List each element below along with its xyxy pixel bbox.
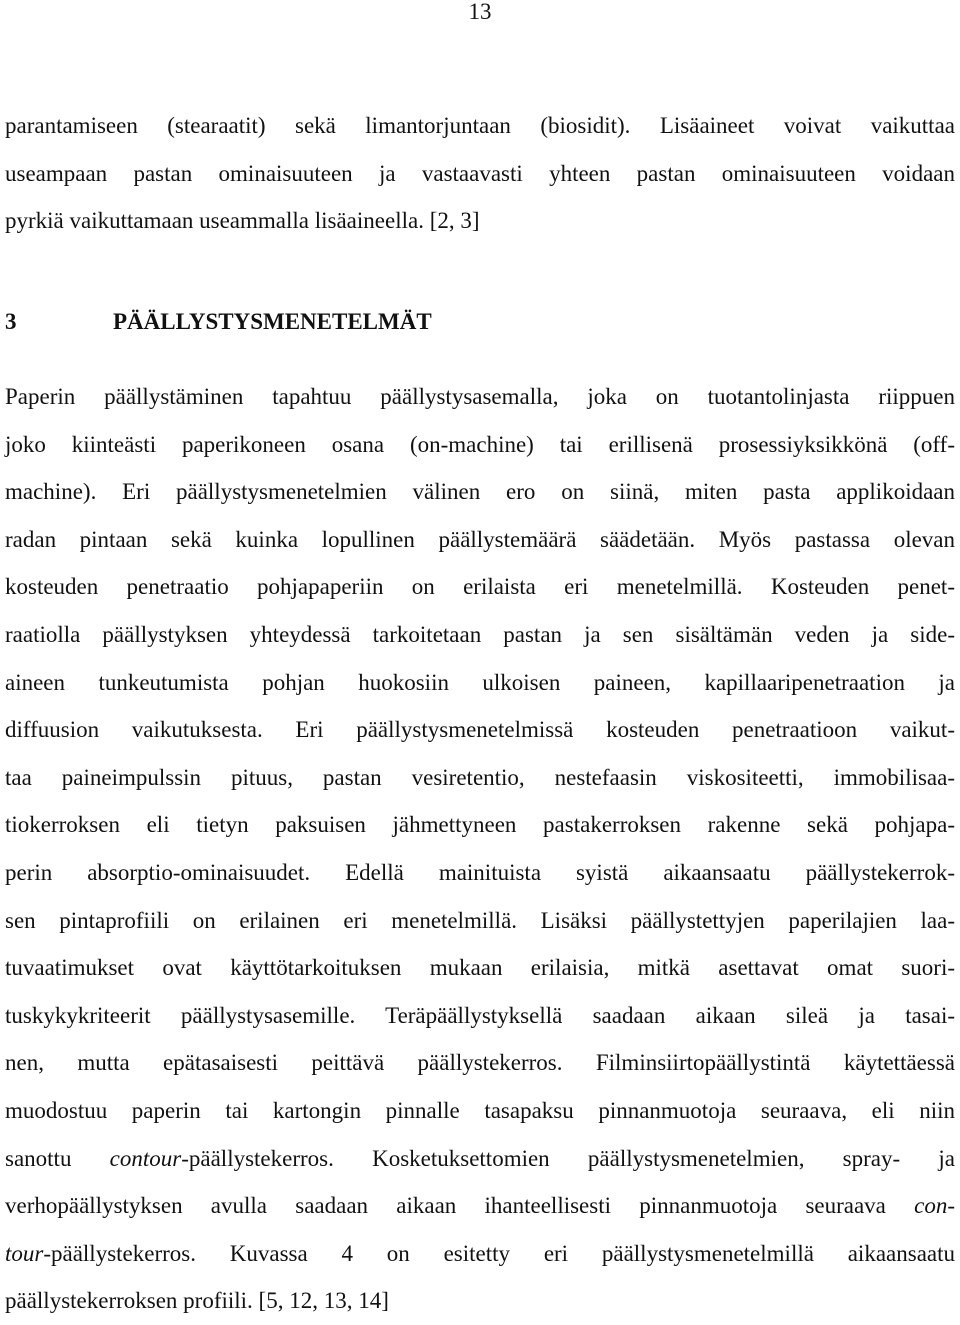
text-line: tuvaatimukset ovat käyttötarkoituksen mukaan erilaisia, mitkä asettavat omat suori- [5, 955, 955, 981]
page-number: 13 [468, 0, 492, 24]
text-line: taa paineimpulssin pituus, pastan vesiretentio, nestefaasin viskositeetti, immobilisaa- [5, 764, 955, 790]
text-segment: sanottu [5, 1145, 110, 1171]
text-line [5, 1135, 955, 1183]
text-line [5, 1182, 955, 1230]
text-line: Paperin päällystäminen tapahtuu päällystysasemalla, joka on tuotantolinjasta riippuen [5, 384, 955, 409]
italic-term: tour [5, 1240, 44, 1266]
text-segment: verhopäällystyksen avulla saadaan aikaan ihanteellisesti pinnanmuotoja seuraava [5, 1193, 915, 1219]
text-line: tiokerroksen eli tietyn paksuisen jähmettyneen pastakerroksen rakenne sekä pohjapa- [5, 812, 955, 838]
italic-term: contour [109, 1145, 182, 1171]
section-heading [5, 302, 432, 342]
text-line: useampaan pastan ominaisuuteen ja vastaavasti yhteen pastan ominaisuuteen voidaan [5, 160, 955, 186]
text-line: machine). Eri päällystysmenetelmien välinen ero on siinä, miten pasta applikoidaan [5, 479, 955, 505]
text-segment: -päällystekerros. Kuvassa 4 on esitetty eri päällystysmenetelmillä aikaansaatu [43, 1240, 955, 1266]
text-segment: -päällystekerros. Kosketuksettomien päällystysmenetelmien, spray- ja [181, 1145, 955, 1171]
section-title: PÄÄLLYSTYSMENETELMÄT [113, 309, 432, 334]
text-line: diffuusion vaikutuksesta. Eri päällystysmenetelmissä kosteuden penetraatioon vaikut- [5, 717, 955, 743]
italic-term: con- [914, 1193, 955, 1219]
text-line: parantamiseen (stearaatit) sekä limantorjuntaan (biosidit). Lisäaineet voivat vaikuttaa [5, 113, 955, 138]
text-line [5, 1230, 955, 1278]
body-paragraph [5, 373, 955, 1325]
text-line: raatiolla päällystyksen yhteydessä tarkoitetaan pastan ja sen sisältämän veden ja side- [5, 621, 955, 647]
text-line: pyrkiä vaikuttamaan useammalla lisäaineella. [2, 3] [5, 208, 480, 234]
text-line: kosteuden penetraatio pohjapaperiin on erilaista eri menetelmillä. Kosteuden penet- [5, 574, 955, 600]
text-line: nen, mutta epätasaisesti peittävä päällystekerros. Filminsiirtopäällystintä käytettäessä [5, 1050, 955, 1076]
text-line: tuskykykriteerit päällystysasemille. Teräpäällystyksellä saadaan aikaan sileä ja tasai- [5, 1002, 955, 1028]
text-line: päällystekerroksen profiili. [5, 12, 13, 14] [5, 1288, 389, 1314]
text-line: sen pintaprofiili on erilainen eri menetelmillä. Lisäksi päällystettyjen paperilajien laa- [5, 907, 955, 933]
text-line: aineen tunkeutumista pohjan huokosiin ulkoisen paineen, kapillaaripenetraation ja [5, 669, 955, 695]
text-line: perin absorptio-ominaisuudet. Edellä mainituista syistä aikaansaatu päällystekerrok- [5, 859, 955, 885]
text-line: radan pintaan sekä kuinka lopullinen päällystemäärä säädetään. Myös pastassa olevan [5, 526, 955, 552]
text-line: joko kiinteästi paperikoneen osana (on-machine) tai erillisenä prosessiyksikkönä (off- [5, 431, 955, 457]
intro-paragraph [5, 102, 955, 245]
section-number: 3 [5, 309, 17, 334]
text-line: muodostuu paperin tai kartongin pinnalle tasapaksu pinnanmuotoja seuraava, eli niin [5, 1097, 955, 1123]
